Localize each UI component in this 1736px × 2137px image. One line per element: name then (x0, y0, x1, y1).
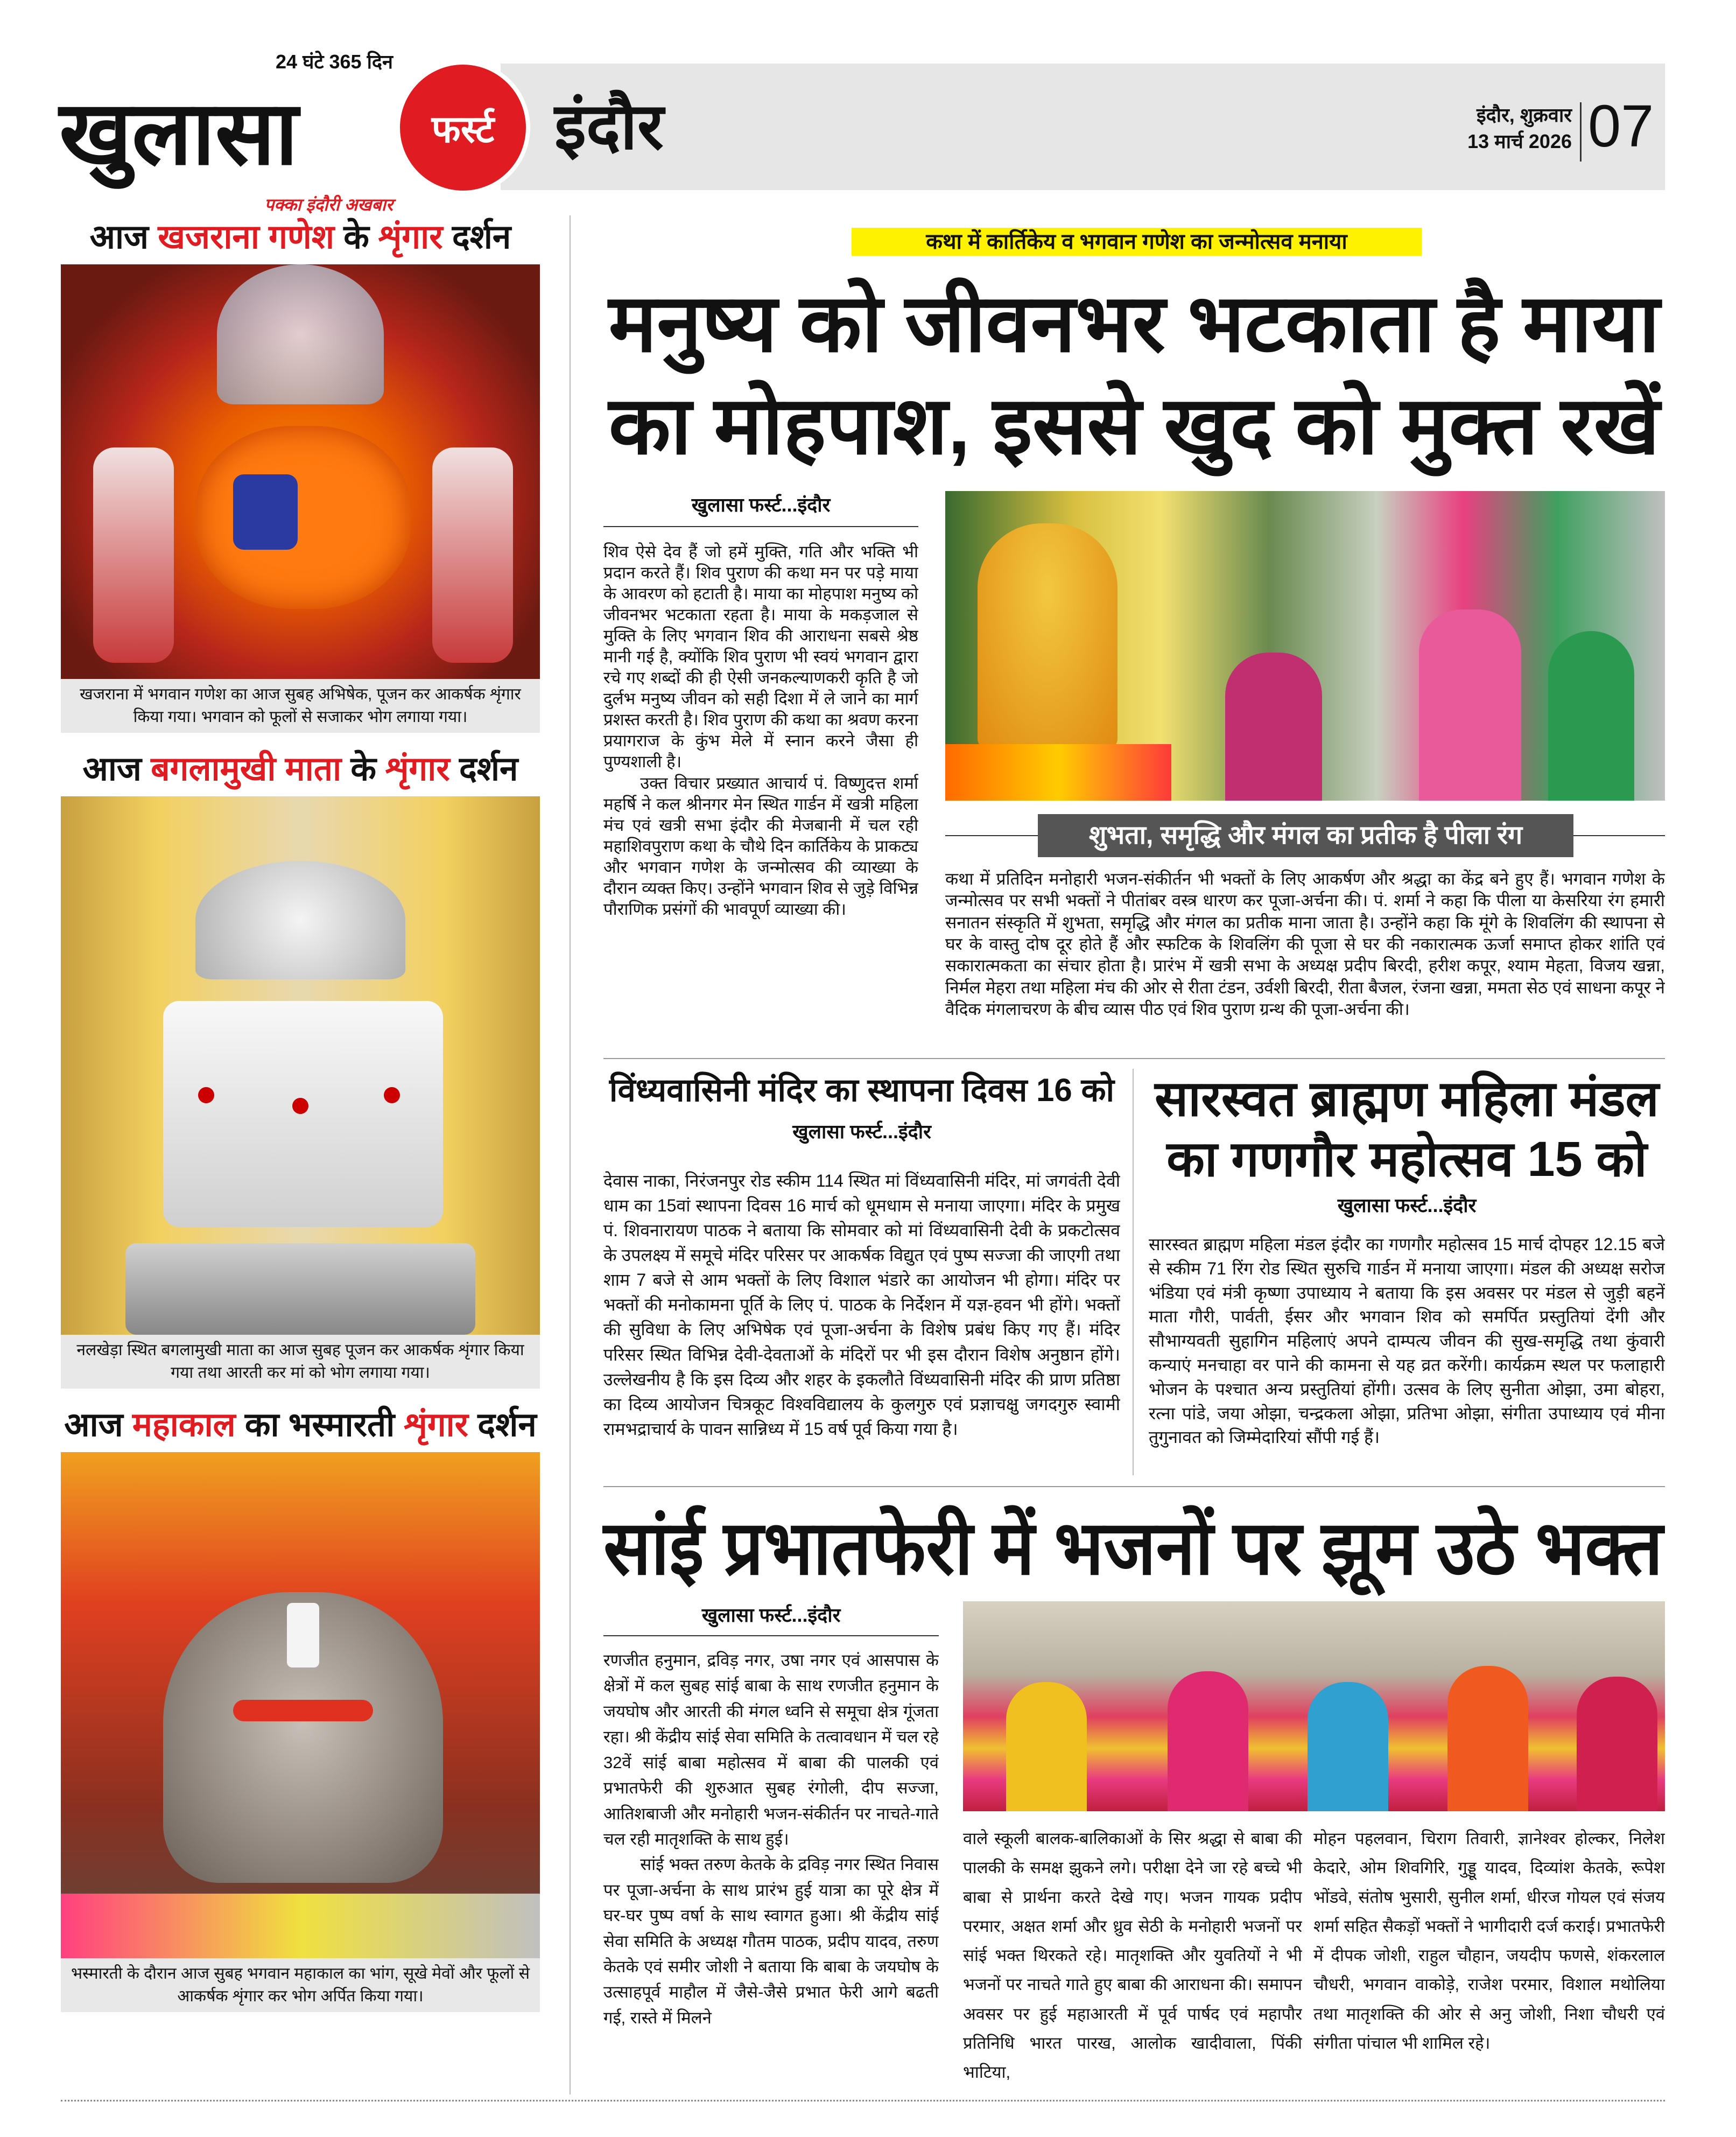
khajrana-ganesh-photo (61, 264, 540, 679)
photo-caption-bar (1038, 814, 1573, 857)
mahakal-photo-caption: भस्मारती के दौरान आज सुबह भगवान महाकाल का भांग, सूखे मेवों और फूलों से आकर्षक शृंगार कर भोग अर्पित किया गया। (61, 1958, 540, 2012)
paragraph: रणजीत हनुमान, द्रविड़ नगर, उषा नगर एवं आसपास के क्षेत्रों में कल सुबह सांई बाबा के साथ रणजीत हनुमान के जयघोष और आरती की मंगल ध्वनि से समूचा क्षेत्र गूंजता रहा। श्री केंद्रीय सांई सेवा समिति के तत्वावधान में चल रहे 32वें सांई बाबा महोत्सव में बाबा की पालकी एवं प्रभातफेरी की शुरुआत सुबह रंगोली, दीप सज्जा, आतिशबाजी और मनोहारी भजन-संकीर्तन पर नाचते-गाते चल रही मातृशक्ति के साथ हुई। (603, 1651, 939, 1848)
newspaper-logo: खुलासा (59, 83, 298, 183)
baglamukhi-photo-caption: नलखेड़ा स्थित बगलामुखी माता का आज सुबह पूजन कर आकर्षक शृंगार किया गया तथा आरती कर मां को भोग लगाया गया। (61, 1335, 540, 1389)
saraswat-headline-line1: सारस्वत ब्राह्मण महिला मंडल (1155, 1071, 1659, 1126)
main-article-body-continued (945, 868, 1665, 1048)
sai-article-body-col2: वाले स्कूली बालक-बालिकाओं के सिर श्रद्धा से बाबा की पालकी के समक्ष झुकने लगे। परीक्षा देने जा रहे बच्चे भी बाबा से प्रार्थना करते देखे गए। भजन गायक प्रदीप परमार, अक्षत शर्मा और ध्रुव सेठी के मनोहारी भजनों पर सांई भक्त थिरकते रहे। मातृशक्ति और युवतियों ने भी भजनों पर नाचते गाते हुए बाबा की आराधना की। समापन अवसर पर हुई महाआरती में पूर्व पार्षद एवं महापौर प्रतिनिधि भारत पारख, आलोक खादीवाला, पिंकी भाटिया, (963, 1829, 1302, 2082)
paragraph: शिव ऐसे देव हैं जो हमें मुक्ति, गति और भक्ति भी प्रदान करते हैं। शिव पुराण की कथा मन पर पड़े माया के आवरण को हटाती है। माया का मोहपाश मनुष्य को जीवनभर भटकाता रहता है। माया के मकड़जाल से मुक्ति के लिए भगवान शिव की आराधना सबसे श्रेष्ठ मानी गई है, क्योंकि शिव पुराण भी स्वयं भगवान द्वारा रचे गए शब्दों की ही ऐसी जनकल्याणकरी कृति है जो दुर्लभ मनुष्य जीवन को सही दिशा में ले जाने का मार्ग प्रशस्त करती है। शिव पुराण की कथा का श्रवण करना प्रयागराज के कुंभ मेले में स्नान करने जैसा ही पुण्यशाली है। (603, 542, 918, 772)
mahakal-photo (61, 1452, 540, 1958)
article-kicker-text: कथा में कार्तिकेय व भगवान गणेश का जन्मोत्सव मनाया (926, 230, 1347, 254)
sai-prabhatferi-headline (603, 1502, 1665, 1594)
vindhyavasini-headline (603, 1069, 1120, 1112)
divider (603, 526, 918, 527)
photo-caption-text: शुभता, समृद्धि और मंगल का प्रतीक है पीला रंग (1088, 821, 1523, 850)
vindhyavasini-byline: खुलासा फर्स्ट...इंदौर (792, 1120, 931, 1143)
heading-highlight: शृंगार (385, 751, 450, 788)
logo-subtitle: पक्का इंदौरी अखबार (264, 195, 393, 214)
prabhatferi-crowd-photo (963, 1601, 1665, 1811)
paragraph: कथा में प्रतिदिन मनोहारी भजन-संकीर्तन भी भक्तों के लिए आकर्षण और श्रद्धा का केंद्र बने हुए हैं। भगवान गणेश के जन्मोत्सव पर सभी भक्तों ने पीतांबर वस्त्र धारण कर पूजा-अर्चना की। पं. शर्मा ने कहा कि पीला या केसरिया रंग हमारी सनातन संस्कृति में शुभता, समृद्धि और मंगल का प्रतीक माना जाता है। उन्होंने कहा कि मूंगे के शिवलिंग की स्थापना से घर के वास्तु दोष दूर होते हैं और स्फटिक के शिवलिंग की पूजा से घर की नकारात्मक ऊर्जा समाप्त होकर शांति एवं सकारात्मकता का संचार होता है। प्रारंभ में खत्री सभा के अध्यक्ष प्रदीप बिरदी, हरीश कपूर, श्याम मेहता, विजय खन्ना, निर्मल मेहरा तथा महिला मंच की ओर से रीता टंडन, उर्वशी बिरदी, रीता बैजल, रंजना खन्ना, ममता सेठ एवं साधना कपूर ने वैदिक मंगलाचरण के बीच व्यास पीठ एवं शिव पुराण ग्रन्थ की पूजा-अर्चना की। (945, 869, 1665, 1019)
vindhyavasini-body: देवास नाका, निरंजनपुर रोड स्कीम 114 स्थित मां विंध्यवासिनी मंदिर, मां जगवंती देवी धाम का 15वां स्थापना दिवस 16 मार्च को धूमधाम से मनाया जाएगा। मंदिर के प्रमुख पं. शिवनारायण पाठक ने बताया कि सोमवार को मां विंध्यवासिनी देवी के प्रकटोत्सव के उपलक्ष्य में समूचे मंदिर परिसर पर आकर्षक विद्युत एवं पुष्प सज्जा की जाएगी तथा शाम 7 बजे से आम भक्तों के लिए विशाल भंडारे का आयोजन भी होगा। मंदिर पर भक्तों की मनोकामना पूर्ति के लिए पं. पाठक के निर्देशन में यज्ञ-हवन भी होंगे। भक्तों की सुविधा के लिए अभिषेक एवं पूजा-अर्चना के विशेष प्रबंध किए गए हैं। मंदिर परिसर स्थित विभिन्न देवी-देवताओं के मंदिरों पर भी इस दौरान विशेष अनुष्ठान होंगे। उल्लेखनीय है कि इस दिव्य और शहर के इकलौते विंध्यवासिनी मंदिर की प्राण प्रतिष्ठा का दिव्य आयोजन चित्रकूट विश्वविद्यालय के कुलगुरु एवं प्रज्ञाचक्षु जगदगुरु स्वामी रामभद्राचार्य के पावन सान्निध्य में 15 वर्ष पूर्व किया गया है। (603, 1171, 1120, 1439)
dateline (1400, 102, 1572, 155)
column-divider (1133, 1069, 1134, 1475)
heading-part: दर्शन (459, 751, 518, 788)
sai-prabhatferi-headline-text: सांई प्रभातफेरी में भजनों पर झूम उठे भक्त (603, 1505, 1663, 1590)
main-headline-line2: का मोहपाश, इससे खुद को मुक्त रखें (608, 380, 1660, 471)
heading-part: दर्शन (452, 219, 511, 256)
divider (1580, 102, 1582, 162)
article-kicker (852, 228, 1422, 256)
saraswat-headline-line1-row (1149, 1069, 1665, 1129)
vindhyavasini-headline-text: विंध्यवासिनी मंदिर का स्थापना दिवस 16 को (609, 1072, 1115, 1108)
main-article-byline: खुलासा फर्स्ट...इंदौर (691, 494, 831, 516)
sai-article-body-col3: मोहन पहलवान, चिराग तिवारी, ज्ञानेश्वर होल्कर, निलेश केदारे, ओम शिवगिरि, गुड्डू यादव, दिव्यांश केतके, रूपेश भोंडवे, संतोष भुसारी, सुनील शर्मा, धीरज गोयल एवं संजय शर्मा सहित सैकड़ों भक्तों ने भागीदारी दर्ज कराई। प्रभातफेरी में दीपक जोशी, राहुल चौहान, जयदीप फणसे, शंकरलाल चौधरी, भगवान वाकोड़े, राजेश परमार, विशाल मथोलिया तथा मातृशक्ति की ओर से अनु जोशी, निशा चौधरी एवं संगीता पांचाल भी शामिल रहे। (1313, 1829, 1665, 2052)
heading-highlight: महाकाल (132, 1406, 236, 1444)
darshan-heading-mahakal (61, 1404, 540, 1447)
edition-city: इंदौर (554, 90, 664, 163)
saraswat-byline: खुलासा फर्स्ट...इंदौर (1337, 1194, 1477, 1216)
heading-part: दर्शन (477, 1406, 537, 1444)
paragraph: सांई भक्त तरुण केतके के द्रविड़ नगर स्थित निवास पर पूजा-अर्चना के साथ प्रारंभ हुई यात्रा का पूरे क्षेत्र में घर-घर पुष्प वर्षा के साथ स्वागत हुआ। श्री केंद्रीय सांई सेवा समिति के अध्यक्ष गौतम पाठक, प्रदीप यादव, तरुण केतके एवं समीर जोशी ने बताया कि बाबा के जयघोष के उत्साहपूर्व माहौल में जैसे-जैसे प्रभात फेरी आगे बढती गई, रास्ते में मिलने (603, 1855, 939, 2027)
page-number: 07 (1588, 93, 1654, 159)
darshan-heading-baglamukhi (61, 748, 540, 791)
page-bottom-rule (61, 2100, 1665, 2101)
saraswat-article (1149, 1069, 1665, 1478)
logo-circle (396, 60, 530, 195)
main-article-body (603, 541, 918, 1047)
baglamukhi-mata-photo (61, 796, 540, 1335)
divider (603, 1635, 939, 1636)
saraswat-body: सारस्वत ब्राह्मण महिला मंडल इंदौर का गणगौर महोत्सव 15 मार्च दोपहर 12.15 बजे से स्कीम 71 रिंग रोड स्थित सुरुचि गार्डन में मनाया जाएगा। मंडल की अध्यक्ष सरोज भंडिया एवं मंत्री कृष्णा उपाध्याय ने बताया कि इस अवसर पर मंडल से जुड़ी बहनें माता गौरी, पार्वती, ईसर और भगवान शिव को समर्पित प्रस्तुतियां देंगी और सौभाग्यवती सुहागिन महिलाएं अपने दाम्पत्य जीवन की सुख-समृद्धि तथा कुंवारी कन्याएं मनचाहा वर पाने की कामना से यह व्रत करेंगी। कार्यक्रम स्थल पर फलाहारी भोजन के पश्चात अन्य प्रस्तुतियां होंगी। उत्सव के लिए सुनीता ओझा, उमा बोहरा, रत्ना पांडे, जया ओझा, चन्द्रकला ओझा, प्रतिभा ओझा, संगीता उपाध्याय एवं मीना तुगुनावत को जिम्मेदारियां सौंपी गई हैं। (1149, 1235, 1665, 1447)
main-headline-line1-row (603, 272, 1665, 374)
heading-part: आज (89, 219, 149, 256)
heading-highlight: बगलामुखी माता (151, 751, 342, 788)
heading-part: आज (64, 1406, 123, 1444)
saraswat-headline (1149, 1069, 1665, 1189)
divider (603, 1486, 1665, 1487)
heading-highlight: शृंगार (404, 1406, 469, 1444)
sai-article-body-col1 (603, 1648, 939, 2092)
column-divider (570, 215, 571, 2094)
dateline-date: 13 मार्च 2026 (1467, 130, 1572, 152)
heading-part: आज (82, 751, 142, 788)
heading-highlight: शृंगार (378, 219, 443, 256)
katha-event-photo (945, 491, 1665, 801)
khajrana-photo-caption: खजराना में भगवान गणेश का आज सुबह अभिषेक, पूजन कर आकर्षक शृंगार किया गया। भगवान को फूलों से सजाकर भोग लगाया गया। (61, 679, 540, 733)
heading-part: के (350, 751, 377, 788)
saraswat-headline-line2-row (1149, 1129, 1665, 1189)
divider (603, 1058, 1665, 1059)
dateline-place-day: इंदौर, शुक्रवार (1476, 104, 1572, 126)
main-headline (603, 272, 1665, 477)
sai-article-byline: खुलासा फर्स्ट...इंदौर (701, 1604, 841, 1626)
saraswat-headline-line2: का गणगौर महोत्सव 15 को (1166, 1132, 1647, 1187)
main-headline-line1: मनुष्य को जीवनभर भटकाता है माया (608, 278, 1660, 368)
darshan-heading-khajrana (61, 216, 540, 259)
heading-highlight: खजराना गणेश (158, 219, 335, 256)
heading-part: के (343, 219, 369, 256)
logo-circle-text: फर्स्ट (431, 108, 495, 150)
main-headline-line2-row (603, 374, 1665, 477)
paragraph: उक्त विचार प्रख्यात आचार्य पं. विष्णुदत्त शर्मा महर्षि ने कल श्रीनगर मेन स्थित गार्डन में खत्री महिला मंच एवं खत्री सभा इंदौर की मेजबानी में चल रही महाशिवपुराण कथा के चौथे दिन कार्तिकेय के प्राकट्य और भगवान गणेश के जन्मोत्सव की व्याख्या के दौरान व्यक्त किए। उन्होंने भगवान शिव से जुड़े विभिन्न पौराणिक प्रसंगों की भावपूर्ण व्याख्या की। (603, 773, 918, 919)
left-column (61, 213, 540, 2054)
heading-part: का भस्मारती (244, 1406, 395, 1444)
logo-tagline: 24 घंटे 365 दिन (276, 51, 393, 73)
